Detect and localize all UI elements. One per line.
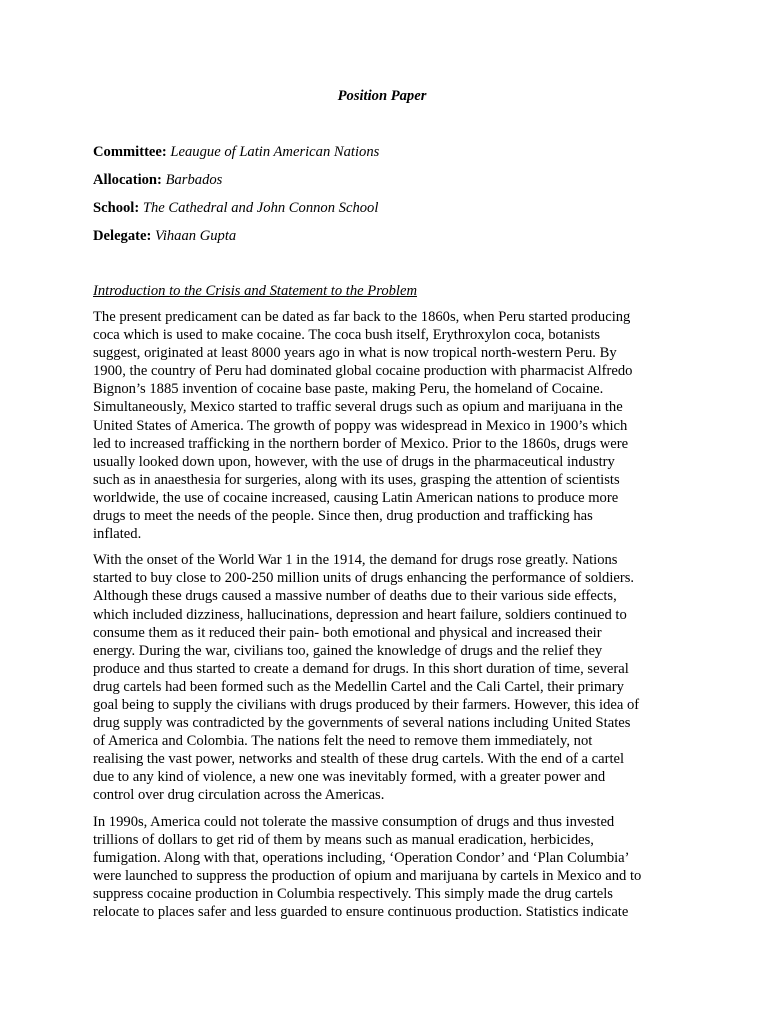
paragraph-line: drugs to meet the needs of the people. Since then, drug production and trafficking has <box>93 508 593 525</box>
paragraph-line: goal being to supply the civilians with drugs produced by their farmers. However, this idea of <box>93 696 640 713</box>
delegate-value: Vihaan Gupta <box>155 228 237 244</box>
paragraph-line: 1900, the country of Peru had dominated global cocaine production with pharmacist Alfredo <box>93 363 633 380</box>
paragraph-line: With the onset of the World War 1 in the 1914, the demand for drugs rose greatly. Nations <box>93 552 618 569</box>
allocation-value: Barbados <box>165 172 223 188</box>
paragraph-line: suggest, originated at least 8000 years ago in what is now tropical north-western Peru. By <box>93 345 617 362</box>
paragraph-line: control over drug circulation across the Americas. <box>93 787 385 804</box>
committee-value: Leaugue of Latin American Nations <box>170 144 380 160</box>
delegate-field <box>93 227 236 245</box>
paragraph-line: coca which is used to make cocaine. The coca bush itself, Erythroxylon coca, botanists <box>93 327 601 344</box>
paragraph-line: drug cartels had been formed such as the Medellin Cartel and the Cali Cartel, their primary <box>93 678 624 695</box>
paragraph-line: of America and Colombia. The nations felt the need to remove them immediately, not <box>93 733 593 750</box>
paragraph-line: led to increased trafficking in the northern border of Mexico. Prior to the 1860s, drugs were <box>93 435 629 452</box>
paragraph-line: such as in anaesthesia for surgeries, along with its uses, grasping the attention of scientists <box>93 471 620 488</box>
paragraph-line: In 1990s, America could not tolerate the massive consumption of drugs and thus invested <box>93 813 615 830</box>
paragraph-line: trillions of dollars to get rid of them by means such as manual eradication, herbicides, <box>93 831 594 848</box>
allocation-label: Allocation: <box>93 172 162 188</box>
paragraph-2 <box>93 551 683 804</box>
paragraph-line: United States of America. The growth of poppy was widespread in Mexico in 1900’s which <box>93 417 628 434</box>
committee-field <box>93 143 379 161</box>
paragraph-line: due to any kind of violence, a new one was inevitably formed, with a greater power and <box>93 769 606 786</box>
section-heading: Introduction to the Crisis and Statement to the Problem <box>93 283 418 299</box>
paragraph-line: Simultaneously, Mexico started to traffic several drugs such as opium and marijuana in the <box>93 399 623 416</box>
school-label: School: <box>93 200 140 216</box>
paragraph-line: consume them as it reduced their pain- both emotional and physical and increased their <box>93 624 602 641</box>
page-title: Position Paper <box>337 88 427 104</box>
paragraph-line: worldwide, the use of cocaine increased, causing Latin American nations to produce more <box>93 489 619 506</box>
paragraph-line: The present predicament can be dated as far back to the 1860s, when Peru started producing <box>93 309 631 325</box>
allocation-field <box>93 171 222 189</box>
paragraph-3 <box>93 813 683 922</box>
delegate-label: Delegate: <box>93 228 152 244</box>
paragraph-line: which included dizziness, hallucinations, depression and heart failure, soldiers continued to <box>93 606 627 623</box>
school-value: The Cathedral and John Connon School <box>142 200 379 216</box>
paragraph-line: inflated. <box>93 526 142 543</box>
paragraph-line: Although these drugs caused a massive number of deaths due to their various side effects, <box>93 588 617 605</box>
paragraph-line: realising the vast power, networks and stealth of these drug cartels. With the end of a cartel <box>93 751 625 768</box>
paragraph-line: suppress cocaine production in Columbia respectively. This simply made the drug cartels <box>93 885 613 902</box>
committee-label: Committee: <box>93 144 167 160</box>
paragraph-line: usually looked down upon, however, with the use of drugs in the pharmaceutical industry <box>93 453 615 470</box>
paragraph-line: were launched to suppress the production of opium and marijuana by cartels in Mexico and to <box>93 867 642 884</box>
paragraph-line: started to buy close to 200-250 million units of drugs enhancing the performance of soldiers. <box>93 570 635 587</box>
paragraph-line: drug supply was contradicted by the governments of several nations including United States <box>93 715 631 732</box>
paragraph-1 <box>93 308 683 543</box>
paragraph-line: Bignon’s 1885 invention of cocaine base paste, making Peru, the homeland of Cocaine. <box>93 381 604 398</box>
school-field <box>93 199 378 217</box>
paragraph-line: relocate to places safer and less guarded to ensure continuous production. Statistics indicate <box>93 904 629 920</box>
document-body <box>93 308 683 929</box>
paragraph-line: produce and thus started to create a demand for drugs. In this short duration of time, several <box>93 660 629 677</box>
paragraph-line: fumigation. Along with that, operations including, ‘Operation Condor’ and ‘Plan Columbia’ <box>93 849 630 866</box>
paragraph-line: energy. During the war, civilians too, gained the knowledge of drugs and the relief they <box>93 642 603 659</box>
